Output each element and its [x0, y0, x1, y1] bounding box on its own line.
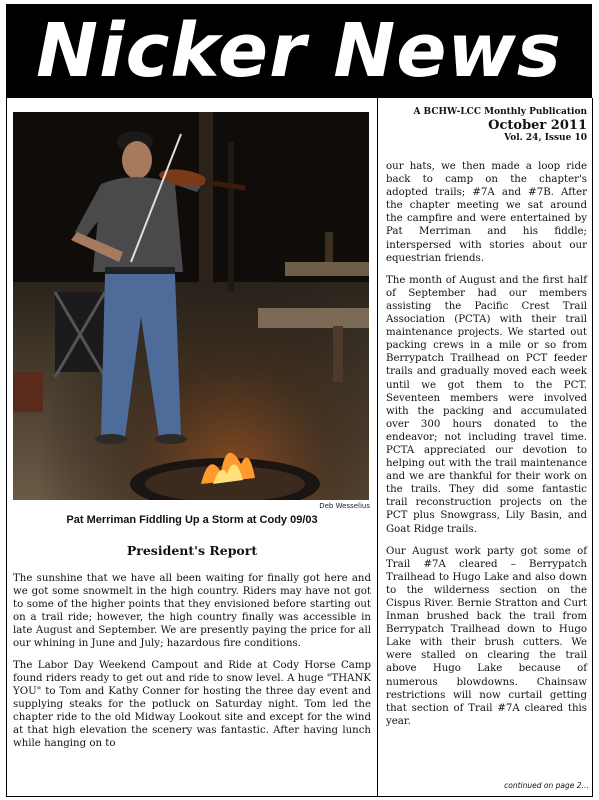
publication-info	[413, 107, 587, 144]
masthead	[6, 4, 592, 98]
volume-issue: Vol. 24, Issue 10	[504, 133, 587, 143]
article-heading: President's Report	[126, 543, 258, 558]
article-left-column	[13, 572, 371, 759]
article-paragraph: The Labor Day Weekend Campout and Ride at Cody Horse Camp found riders ready to get out and ride to snow level. A huge "THANK YOU" to Tom and Kathy Conner for hosting the three day event and supplying steaks for the potluck on Saturday night. Tom led the chapter ride to the old Midway Lookout site and except for the wind at that high elevation the scenery was fantastic. After having lunch while hanging on to	[13, 660, 371, 749]
newsletter-title: Nicker News	[36, 8, 562, 94]
issue-month: October 2011	[488, 118, 587, 133]
photo-credit: Deb Wesselius	[319, 502, 370, 510]
continued-note: continued on page 2…	[504, 781, 589, 790]
photo-illustration	[13, 112, 369, 500]
publication-line: A BCHW-LCC Monthly Publication	[413, 107, 587, 117]
photo-caption: Pat Merriman Fiddling Up a Storm at Cody 09/03	[66, 514, 318, 526]
article-paragraph: The sunshine that we have all been waiting for finally got here and we got some snowmelt in the high country. Riders may have not got to some of the higher points that they envisioned before starting out on a trail ride; however, the high country finally was accessible in late August and September. We are presently paying the price for all our whining in June and July; hazardous fire conditions.	[13, 573, 371, 649]
article-right-column	[386, 160, 587, 737]
column-divider	[377, 98, 378, 797]
frame-bottom-rule	[6, 796, 593, 797]
fiddler-photo	[13, 112, 369, 500]
frame-left-rule	[6, 98, 7, 797]
article-paragraph: our hats, we then made a loop ride back to camp on the chapter's adopted trails; #7A and #7B. After the chapter meeting we sat around the campfire and were entertained by Pat Merriman and his fiddle; interspersed with stories about our equestrian friends.	[386, 161, 587, 264]
article-paragraph: The month of August and the first half of September had our members assisting the Pacific Crest Trail Association (PCTA) with their trail maintenance projects. We started out packing crews in a mile or so from Berrypatch Trailhead on PCT feeder trails and gradually moved each week until we got them to the PCT. Seventeen members were involved with the packing and accumulated over 300 hours donated to the endeavor; not including travel time. PCTA appreciated our devotion to helping out with the trail maintenance and we are thankful for their work on the trails. They did some fantastic trail reconstruction projects on the PCT plus Snowgrass, Lily Basin, and Goat Ridge trails.	[386, 274, 587, 535]
article-paragraph: Our August work party got some of Trail #7A cleared – Berrypatch Trailhead to Hugo Lake and also down to the wilderness section on the Cispus River. Bernie Stratton and Curt Inman brushed back the trail from Berrypatch Trailhead down to Hugo Lake with their brush cutters. We were stalled on clearing the trail above Hugo Lake because of numerous blowdowns. Chainsaw restrictions will now curtail getting that section of Trail #7A cleared this year.	[386, 545, 587, 727]
frame-right-rule	[592, 98, 593, 797]
